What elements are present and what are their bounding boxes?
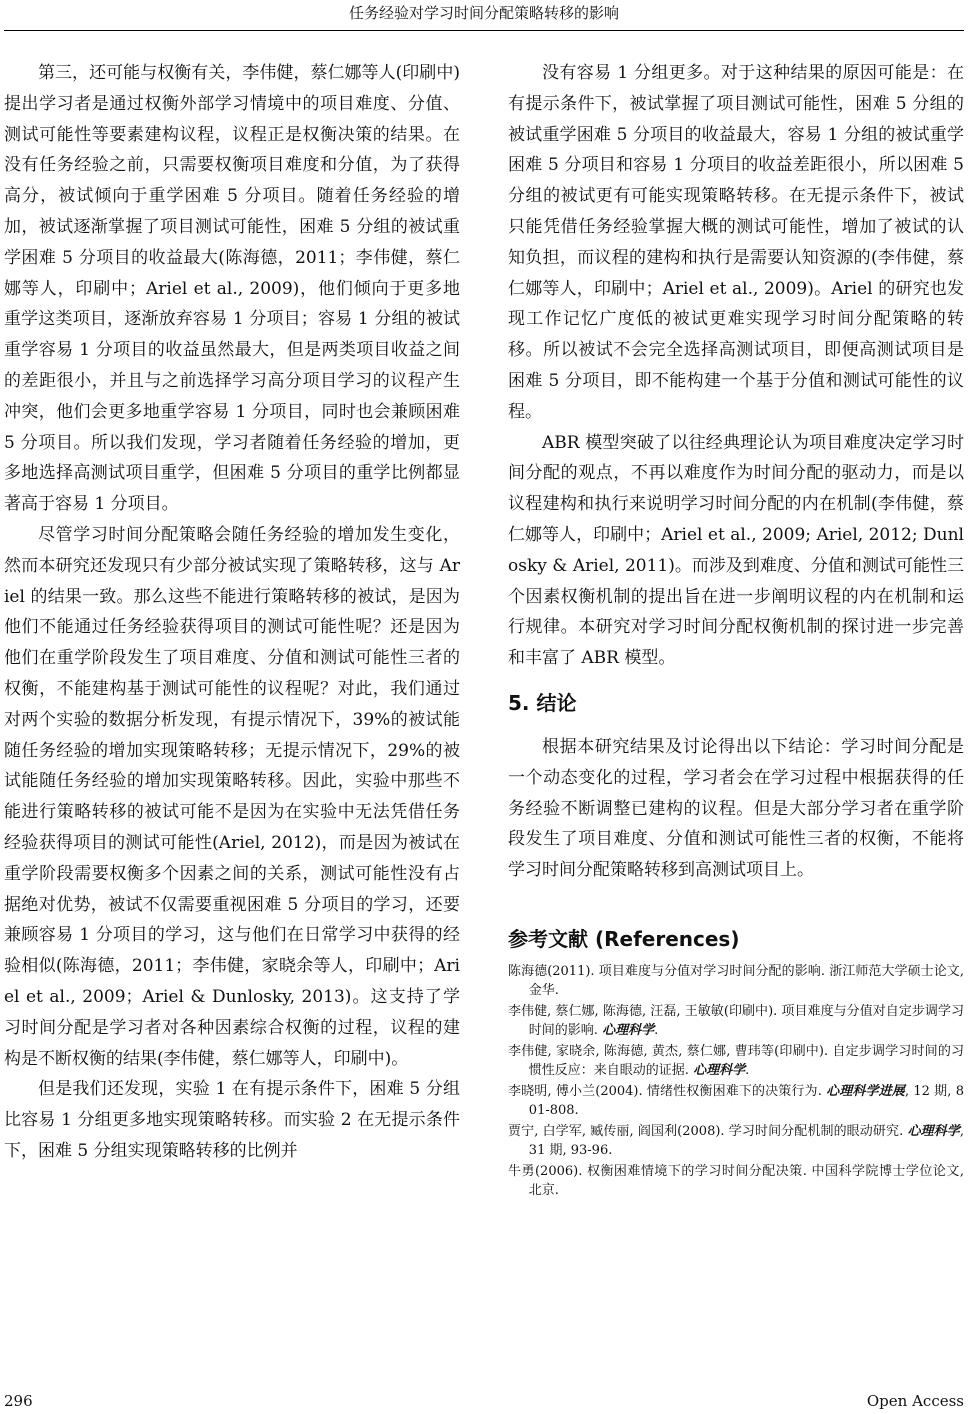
header-rule: [4, 30, 964, 31]
reference-item: 李晓明, 傅小兰(2004). 情绪性权衡困难下的决策行为. 心理科学进展, 12 期, 801-808.: [508, 1083, 964, 1118]
page-number: 296: [4, 1392, 33, 1410]
publisher-label: Open Access: [866, 1392, 964, 1410]
reference-item: 贾宁, 白学军, 臧传丽, 阎国利(2008). 学习时间分配机制的眼动研究. 心理科学, 31 期, 93-96.: [508, 1123, 964, 1158]
reference-item: 李伟健, 家晓余, 陈海德, 黄杰, 蔡仁娜, 曹玮等(印刷中). 自定步调学习时间的习惯性反应：来自眼动的证据. 心理科学.: [508, 1043, 964, 1078]
right-column: [508, 58, 964, 1202]
reference-item: 陈海德(2011). 项目难度与分值对学习时间分配的影响. 浙江师范大学硕士论文, 金华.: [508, 963, 964, 998]
references-heading: 参考文献 (References): [508, 926, 740, 951]
body-paragraph: 但是我们还发现，实验 1 在有提示条件下，困难 5 分组比容易 1 分组更多地实现策略转移。而实验 2 在无提示条件下，困难 5 分组实现策略转移的比例并: [4, 1079, 460, 1161]
section-heading-conclusion: 5. 结论: [508, 690, 577, 715]
running-header: 任务经验对学习时间分配策略转移的影响: [348, 4, 619, 22]
reference-list: [508, 962, 964, 1200]
body-paragraph: 尽管学习时间分配策略会随任务经验的增加发生变化，然而本研究还发现只有少部分被试实现了策略转移，这与 Ariel 的结果一致。那么这些不能进行策略转移的被试，是因为他们不能通过任务经验获得项目的测试可能性呢？还是因为他们在重学阶段发生了项目难度、分值和测试可能性三者的权衡，不能建构基于测试可能性的议程呢？对此，我们通过对两个实验的数据分析发现，有提示情况下，39%的被试能随任务经验的增加实现策略转移；无提示情况下，29%的被试能随任务经验的增加实现策略转移。因此，实验中那些不能进行策略转移的被试可能不是因为在实验中无法凭借任务经验获得项目的测试可能性(Ariel, 2012)，而是因为被试在重学阶段需要权衡多个因素之间的关系，测试可能性没有占据绝对优势，被试不仅需要重视困难 5 分项目的学习，还要兼顾容易 1 分项目的学习，这与他们在日常学习中获得的经验相似(陈海德，2011；李伟健，家晓余等人，印刷中；Ariel et al., 2009；Ariel & Dunlosky, 2013)。这支持了学习时间分配是学习者对各种因素综合权衡的过程，议程的建构是不断权衡的结果(李伟健，蔡仁娜等人，印刷中)。: [4, 524, 460, 1069]
body-paragraph: 没有容易 1 分组更多。对于这种结果的原因可能是：在有提示条件下，被试掌握了项目测试可能性，困难 5 分组的被试重学困难 5 分项目的收益最大，容易 1 分组的被试重学困难 5 分项目和容易 1 分项目的收益差距很小，所以困难 5 分组的被试更有可能实现策略转移。在无提示条件下，被试只能凭借任务经验掌握大概的测试可能性，增加了被试的认知负担，而议程的建构和执行是需要认知资源的(李伟健，蔡仁娜等人，印刷中；Ariel et al., 2009)。Ariel 的研究也发现工作记忆广度低的被试更难实现学习时间分配策略的转移。所以被试不会完全选择高测试项目，即便高测试项目是困难 5 分项目，即不能构建一个基于分值和测试可能性的议程。: [508, 63, 964, 422]
conclusion-paragraph: 根据本研究结果及讨论得出以下结论：学习时间分配是一个动态变化的过程，学习者会在学习过程中根据获得的任务经验不断调整已建构的议程。但是大部分学习者在重学阶段发生了项目难度、分值和测试可能性三者的权衡，不能将学习时间分配策略转移到高测试项目上。: [508, 736, 964, 881]
left-column: [4, 58, 460, 1167]
body-paragraph: 第三，还可能与权衡有关，李伟健，蔡仁娜等人(印刷中)提出学习者是通过权衡外部学习情境中的项目难度、分值、测试可能性等要素建构议程，议程正是权衡决策的结果。在没有任务经验之前，只需要权衡项目难度和分值，为了获得高分，被试倾向于重学困难 5 分项目。随着任务经验的增加，被试逐渐掌握了项目测试可能性，困难 5 分组的被试重学困难 5 分项目的收益最大(陈海德，2011；李伟健，蔡仁娜等人，印刷中；Ariel et al., 2009)，他们倾向于更多地重学这类项目，逐渐放弃容易 1 分项目；容易 1 分组的被试重学容易 1 分项目的收益虽然最大，但是两类项目收益之间的差距很小，并且与之前选择学习高分项目学习的议程产生冲突，他们会更多地重学容易 1 分项目，同时也会兼顾困难 5 分项目。所以我们发现，学习者随着任务经验的增加，更多地选择高测试项目重学，但困难 5 分项目的重学比例都显著高于容易 1 分项目。: [4, 63, 460, 515]
body-paragraph: ABR 模型突破了以往经典理论认为项目难度决定学习时间分配的观点，不再以难度作为时间分配的驱动力，而是以议程建构和执行来说明学习时间分配的内在机制(李伟健，蔡仁娜等人，印刷中；Ariel et al., 2009; Ariel, 2012; Dunlosky & Ariel, 2011)。而涉及到难度、分值和测试可能性三个因素权衡机制的提出旨在进一步阐明议程的内在机制和运行规律。本研究对学习时间分配权衡机制的探讨进一步完善和丰富了 ABR 模型。: [508, 432, 964, 669]
reference-item: 牛勇(2006). 权衡困难情境下的学习时间分配决策. 中国科学院博士学位论文, 北京.: [508, 1163, 964, 1198]
reference-item: 李伟健, 蔡仁娜, 陈海德, 汪磊, 王敏敏(印刷中). 项目难度与分值对自定步调学习时间的影响. 心理科学.: [508, 1003, 964, 1038]
